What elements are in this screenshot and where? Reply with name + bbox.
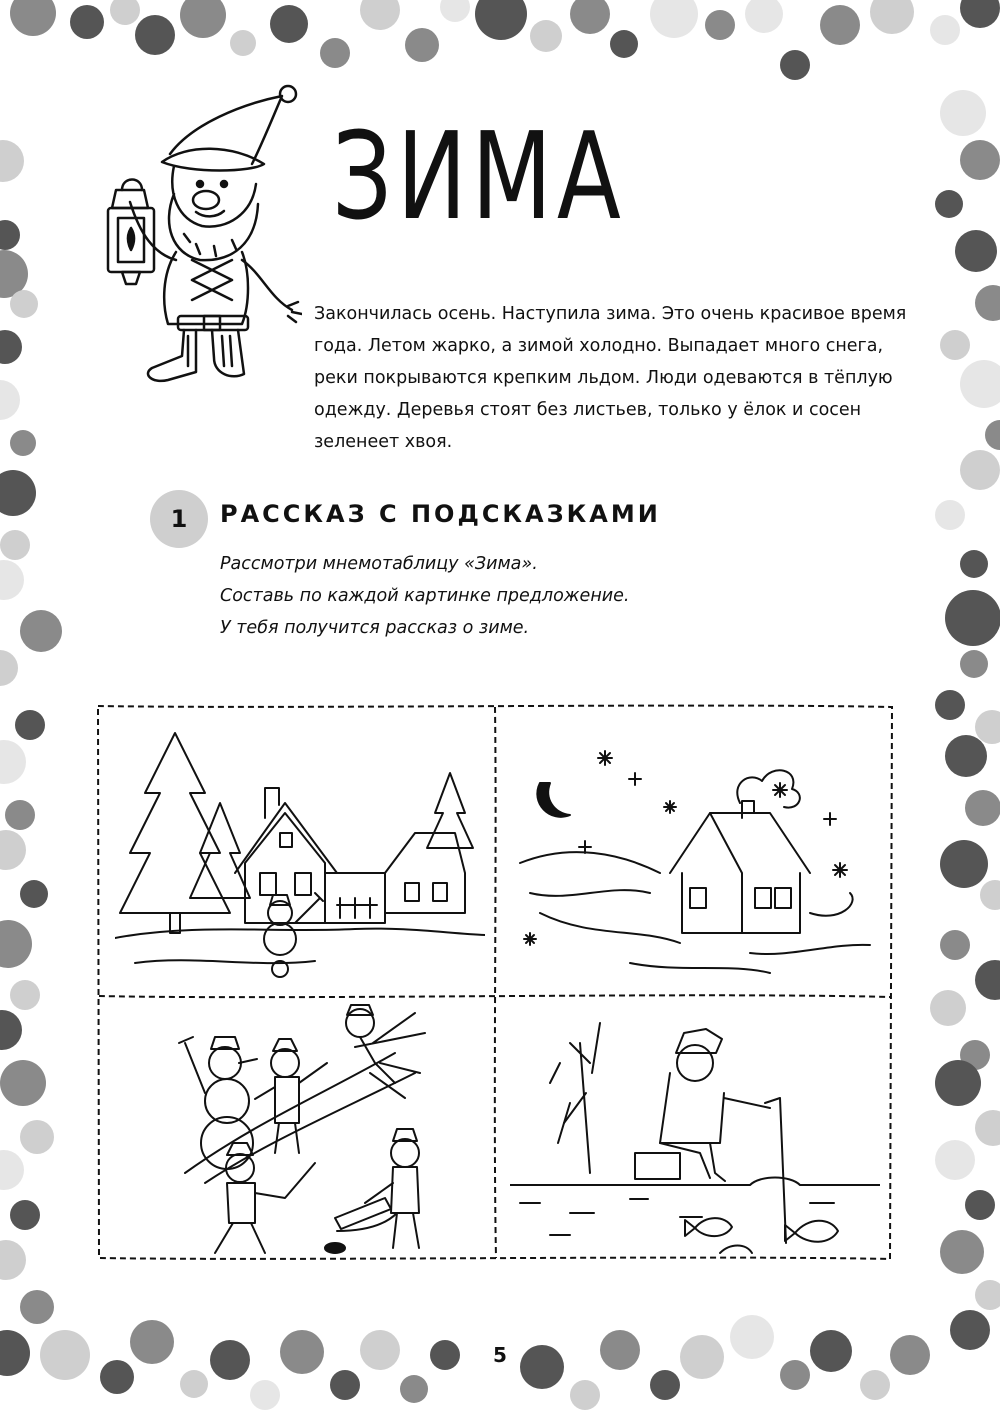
decorative-dot: [0, 220, 20, 250]
decorative-dot: [0, 740, 26, 784]
decorative-dot: [985, 420, 1000, 450]
task-number-badge: 1: [150, 490, 208, 548]
decorative-dot: [210, 1340, 250, 1380]
decorative-dot: [440, 0, 470, 22]
instruction-line: У тебя получится рассказ о зиме.: [220, 618, 530, 638]
ice-fishing-boy-illustration: [510, 1003, 880, 1258]
decorative-dot: [110, 0, 140, 25]
decorative-dot: [0, 380, 20, 420]
decorative-dot: [70, 5, 104, 39]
panel-children-games: [115, 1003, 485, 1258]
decorative-dot: [965, 790, 1000, 826]
decorative-dot: [940, 930, 970, 960]
decorative-dot: [860, 1370, 890, 1400]
decorative-dot: [810, 1330, 852, 1372]
decorative-dot: [730, 1315, 774, 1359]
intro-paragraph: Закончилась осень. Наступила зима. Это очень красивое время года. Летом жарко, а зимой холодно. Выпадает много снега, реки покрываются крепким льдом. Люди одеваются в тёплую одежду. Деревья стоят без листьев, только у ёлок и сосен зеленеет хвоя.: [314, 304, 907, 452]
decorative-dot: [950, 1310, 990, 1350]
decorative-dot: [135, 15, 175, 55]
decorative-dot: [0, 650, 18, 686]
decorative-dot: [5, 800, 35, 830]
decorative-dot: [940, 330, 970, 360]
decorative-dot: [280, 1330, 324, 1374]
decorative-dot: [935, 690, 965, 720]
decorative-dot: [320, 38, 350, 68]
decorative-dot: [820, 5, 860, 45]
decorative-dot: [0, 1010, 22, 1050]
decorative-dot: [40, 1330, 90, 1380]
decorative-dot: [570, 1380, 600, 1410]
panel-winter-village: [115, 723, 485, 978]
decorative-dot: [250, 1380, 280, 1410]
decorative-dot: [960, 450, 1000, 490]
gnome-with-lantern-illustration: [92, 84, 302, 394]
decorative-dot: [270, 5, 308, 43]
children-winter-games-illustration: [115, 1003, 485, 1258]
decorative-dot: [975, 1280, 1000, 1310]
decorative-dot: [745, 0, 783, 33]
decorative-dot: [650, 0, 698, 38]
night-snowstorm-house-illustration: [510, 723, 880, 978]
decorative-dot: [705, 10, 735, 40]
page-title: ЗИМА: [332, 108, 626, 247]
decorative-dot: [600, 1330, 640, 1370]
decorative-dot: [0, 330, 22, 364]
decorative-dot: [945, 735, 987, 777]
decorative-dot: [960, 360, 1000, 408]
decorative-dot: [0, 920, 32, 968]
panel-night-snowstorm: [510, 723, 880, 978]
decorative-dot: [0, 1330, 30, 1376]
decorative-dot: [0, 1150, 24, 1190]
mnemo-table: [95, 703, 895, 1263]
decorative-dot: [10, 430, 36, 456]
decorative-dot: [980, 880, 1000, 910]
task-instructions: [220, 548, 740, 644]
decorative-dot: [940, 90, 986, 136]
decorative-dot: [960, 650, 988, 678]
decorative-dot: [10, 980, 40, 1010]
decorative-dot: [330, 1370, 360, 1400]
decorative-dot: [10, 290, 38, 318]
decorative-dot: [680, 1335, 724, 1379]
decorative-dot: [570, 0, 610, 34]
decorative-dot: [20, 610, 62, 652]
decorative-dot: [960, 140, 1000, 180]
decorative-dot: [780, 50, 810, 80]
decorative-dot: [610, 30, 638, 58]
decorative-dot: [360, 0, 400, 30]
decorative-dot: [15, 710, 45, 740]
decorative-dot: [975, 1110, 1000, 1146]
decorative-dot: [0, 1060, 46, 1106]
task-title: РАССКАЗ С ПОДСКАЗКАМИ: [220, 500, 661, 528]
decorative-dot: [870, 0, 914, 34]
decorative-dot: [935, 1140, 975, 1180]
decorative-dot: [360, 1330, 400, 1370]
instruction-line: Рассмотри мнемотаблицу «Зима».: [220, 554, 538, 574]
decorative-dot: [475, 0, 527, 40]
instruction-line: Составь по каждой картинке предложение.: [220, 586, 630, 606]
decorative-dot: [530, 20, 562, 52]
decorative-dot: [0, 140, 24, 182]
decorative-dot: [20, 880, 48, 908]
decorative-dot: [960, 0, 1000, 28]
decorative-dot: [180, 1370, 208, 1398]
decorative-dot: [430, 1340, 460, 1370]
decorative-dot: [0, 530, 30, 560]
decorative-dot: [940, 840, 988, 888]
decorative-dot: [940, 1230, 984, 1274]
decorative-dot: [975, 285, 1000, 321]
decorative-dot: [945, 590, 1000, 646]
decorative-dot: [930, 15, 960, 45]
decorative-dot: [935, 190, 963, 218]
decorative-dot: [955, 230, 997, 272]
decorative-dot: [965, 1190, 995, 1220]
decorative-dot: [0, 560, 24, 600]
decorative-dot: [935, 500, 965, 530]
decorative-dot: [405, 28, 439, 62]
decorative-dot: [10, 1200, 40, 1230]
decorative-dot: [780, 1360, 810, 1390]
decorative-dot: [180, 0, 226, 38]
decorative-dot: [0, 1240, 26, 1280]
winter-village-snowman-illustration: [115, 723, 485, 978]
decorative-dot: [130, 1320, 174, 1364]
decorative-dot: [20, 1120, 54, 1154]
decorative-dot: [230, 30, 256, 56]
decorative-dot: [0, 470, 36, 516]
decorative-dot: [400, 1375, 428, 1403]
decorative-dot: [890, 1335, 930, 1375]
decorative-dot: [935, 1060, 981, 1106]
decorative-dot: [930, 990, 966, 1026]
decorative-dot: [20, 1290, 54, 1324]
decorative-dot: [100, 1360, 134, 1394]
decorative-dot: [650, 1370, 680, 1400]
decorative-dot: [0, 830, 26, 870]
decorative-dot: [10, 0, 56, 36]
panel-ice-fishing: [510, 1003, 880, 1258]
decorative-dot: [960, 550, 988, 578]
decorative-dot: [975, 960, 1000, 1000]
page-number: 5: [493, 1343, 507, 1367]
